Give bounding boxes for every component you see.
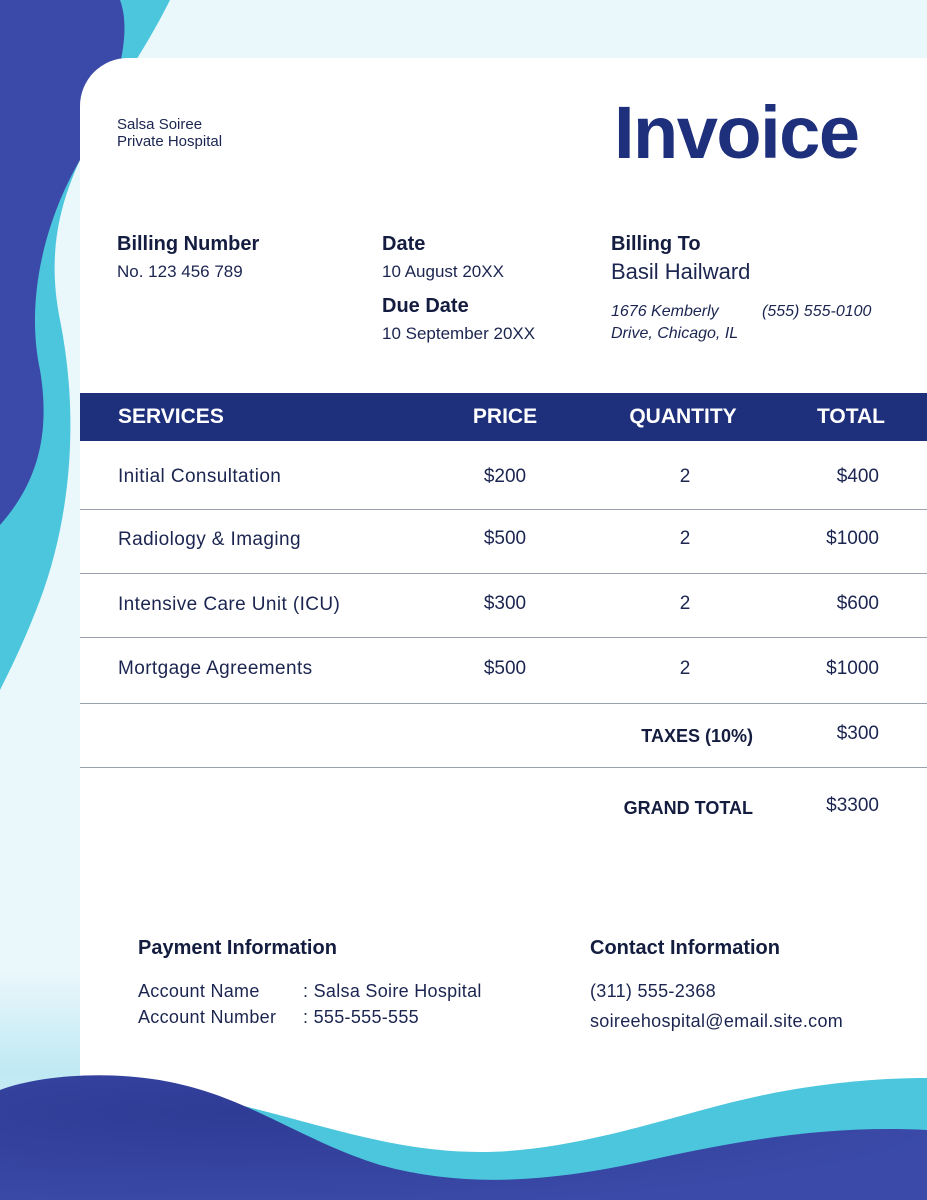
account-number-label: Account Number bbox=[138, 1007, 277, 1027]
row-quantity: 2 bbox=[679, 528, 691, 549]
table-row bbox=[80, 441, 927, 510]
account-name-label: Account Name bbox=[138, 981, 260, 1001]
hospital-name bbox=[117, 116, 222, 150]
billing-phone: (555) 555-0100 bbox=[762, 303, 872, 320]
row-total: $400 bbox=[836, 466, 879, 487]
row-price: $500 bbox=[483, 658, 527, 679]
billing-number-value: No. 123 456 789 bbox=[117, 262, 243, 281]
grand-total-value: $3300 bbox=[826, 795, 879, 816]
row-price: $200 bbox=[483, 466, 527, 487]
row-total: $1000 bbox=[826, 528, 879, 549]
contact-info-heading: Contact Information bbox=[590, 937, 780, 959]
address-line1: 1676 Kemberly bbox=[611, 303, 719, 320]
row-service: Intensive Care Unit (ICU) bbox=[118, 594, 341, 615]
taxes-value: $300 bbox=[836, 723, 879, 744]
header-quantity: QUANTITY bbox=[629, 405, 737, 428]
table-row bbox=[80, 639, 927, 704]
row-service: Mortgage Agreements bbox=[118, 658, 313, 679]
services-table-header bbox=[80, 393, 927, 441]
account-name-value: : Salsa Soire Hospital bbox=[303, 981, 482, 1001]
billing-to-name: Basil Hailward bbox=[611, 259, 751, 284]
date-label: Date bbox=[382, 233, 426, 255]
due-date-value: 10 September 20XX bbox=[382, 324, 536, 343]
row-service: Radiology & Imaging bbox=[118, 529, 301, 550]
billing-number-label: Billing Number bbox=[117, 233, 260, 255]
row-price: $500 bbox=[483, 528, 527, 549]
table-row bbox=[80, 575, 927, 638]
row-quantity: 2 bbox=[679, 658, 691, 679]
row-total: $600 bbox=[836, 593, 879, 614]
header-services: SERVICES bbox=[118, 405, 224, 428]
contact-phone: (311) 555-2368 bbox=[590, 981, 716, 1001]
taxes-label: TAXES (10%) bbox=[641, 726, 753, 746]
billing-to-label: Billing To bbox=[611, 233, 701, 255]
row-price: $300 bbox=[483, 593, 527, 614]
address-line2: Drive, Chicago, IL bbox=[611, 325, 739, 342]
date-value: 10 August 20XX bbox=[382, 262, 504, 281]
taxes-row bbox=[80, 705, 927, 768]
invoice-title: Invoice bbox=[614, 91, 859, 174]
row-quantity: 2 bbox=[679, 593, 691, 614]
header-total: TOTAL bbox=[816, 405, 885, 428]
hospital-name-line2: Private Hospital bbox=[117, 133, 223, 150]
row-quantity: 2 bbox=[679, 466, 691, 487]
due-date-label: Due Date bbox=[382, 295, 469, 317]
row-total: $1000 bbox=[826, 658, 879, 679]
grand-total-label: GRAND TOTAL bbox=[623, 798, 753, 818]
table-row bbox=[80, 511, 927, 574]
contact-email: soireehospital@email.site.com bbox=[590, 1011, 844, 1031]
account-number-value: : 555-555-555 bbox=[303, 1007, 419, 1027]
payment-info-heading: Payment Information bbox=[138, 937, 337, 959]
row-service: Initial Consultation bbox=[118, 466, 282, 487]
hospital-name-line1: Salsa Soiree bbox=[117, 116, 203, 133]
billing-address bbox=[611, 301, 738, 345]
header-price: PRICE bbox=[472, 405, 538, 428]
